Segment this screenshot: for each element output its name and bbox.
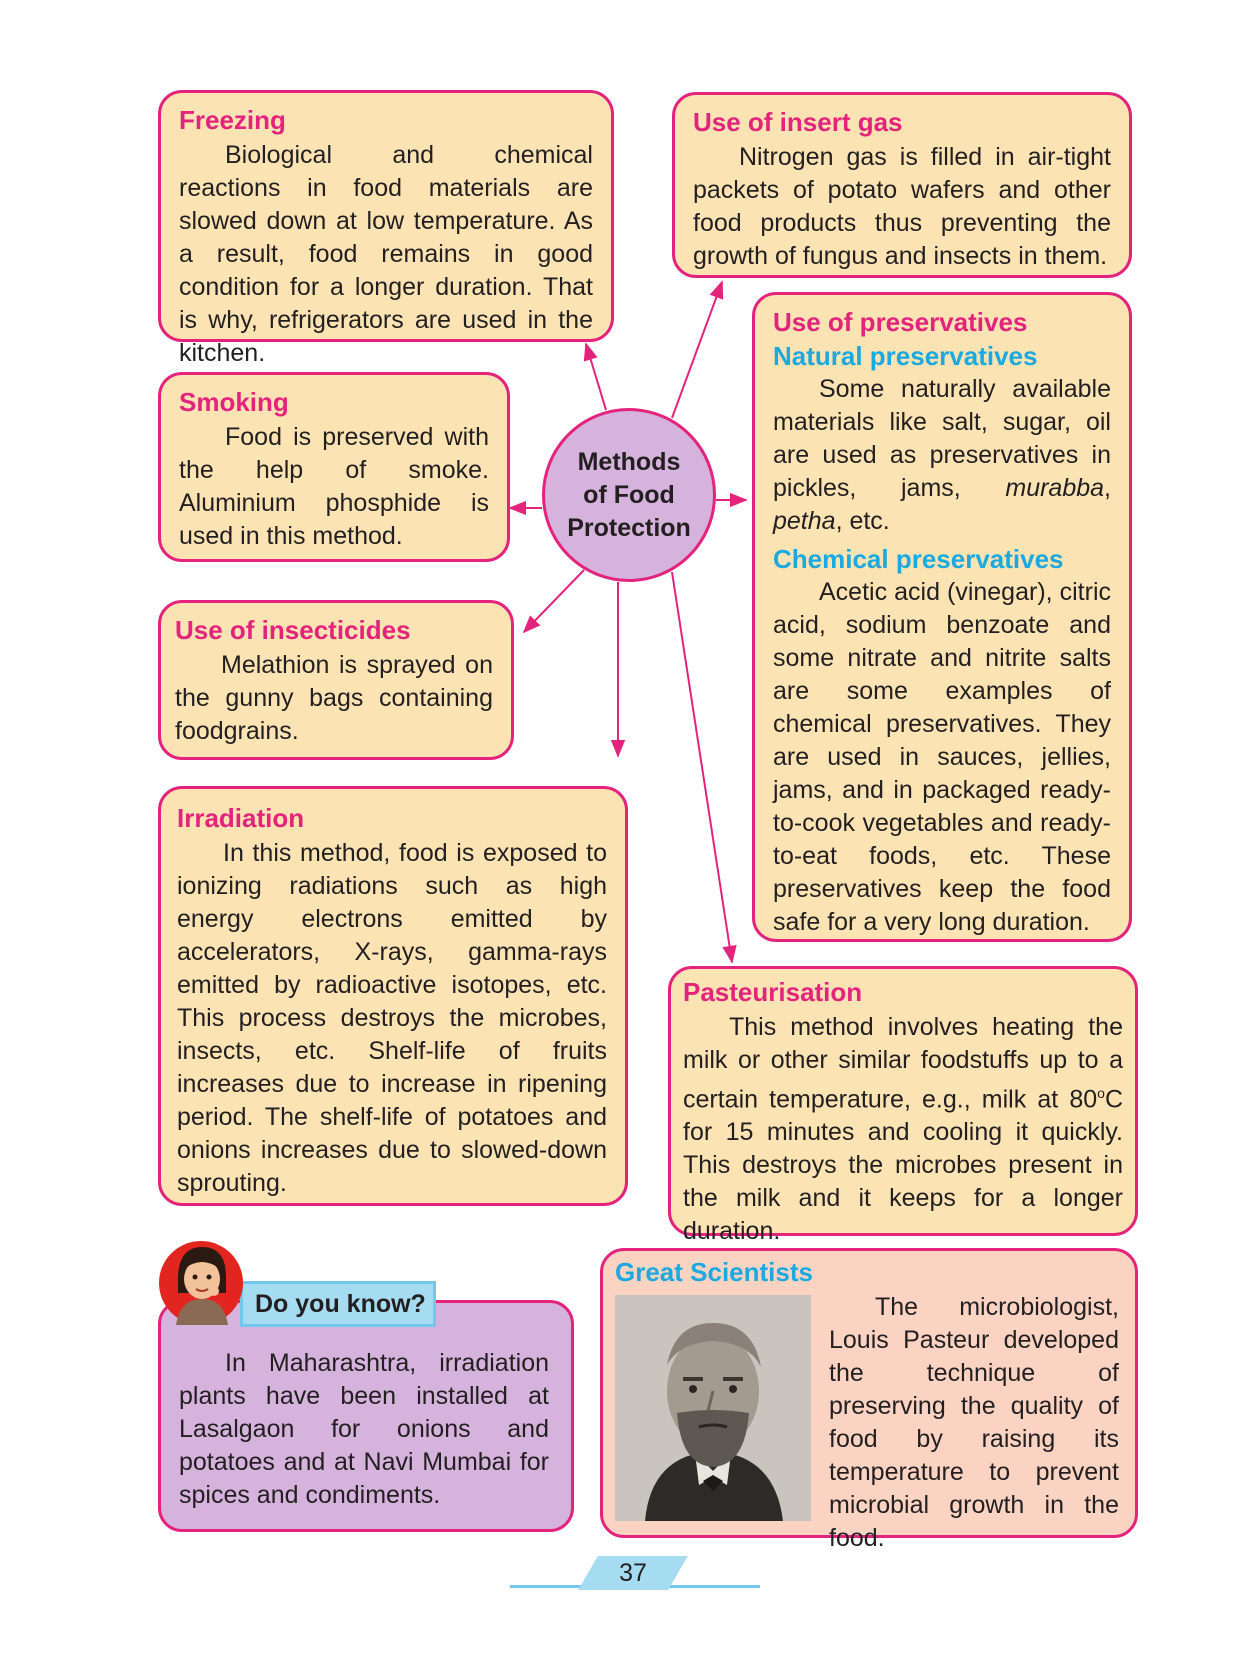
inert-gas-title: Use of insert gas (693, 107, 903, 137)
natural-text-sep: , (1104, 474, 1111, 502)
irradiation-text: In this method, food is exposed to ionizing radiations such as high energy electrons emitted by accelerators, X-rays, gamma-rays emitted by radioactive isotopes, etc. This process destroys the microbes, insects, etc. Shelf-life of fruits increases due to increase in ripening period. The shelf-life of potatoes and onions increases due to slowed-down sprouting. (177, 839, 607, 1197)
freezing-text: Biological and chemical reactions in food materials are slowed down at low temperature. As a result, food remains in good condition for a longer duration. That is why, refrigerators are used in the kitchen. (179, 141, 593, 367)
chemical-preservatives-title: Chemical preservatives (773, 544, 1064, 574)
arrow-to-insecticides (524, 570, 584, 632)
natural-preservatives-title: Natural preservatives (773, 341, 1038, 371)
irradiation-title: Irradiation (177, 803, 305, 833)
natural-italic-petha: petha (773, 507, 836, 535)
pasteurisation-title: Pasteurisation (683, 977, 863, 1007)
natural-text-end: , etc. (835, 507, 890, 535)
insecticides-title: Use of insecticides (175, 615, 411, 645)
natural-italic-murabba: murabba (1005, 474, 1105, 502)
preservatives-box (752, 292, 1132, 942)
insecticides-box (158, 600, 514, 760)
girl-mascot-icon (156, 1235, 246, 1327)
great-scientists-text: The microbiologist, Louis Pasteur developed the technique of preserving the quality of food by raising its temperature to prevent microbial growth in the food. (829, 1293, 1119, 1552)
insecticides-text: Melathion is sprayed on the gunny bags containing foodgrains. (175, 651, 493, 745)
great-scientists-box (600, 1248, 1138, 1552)
freezing-title: Freezing (179, 105, 286, 135)
do-you-know-box (158, 1300, 574, 1532)
do-you-know-text: In Maharashtra, irradiation plants have been installed at Lasalgaon for onions and potatoes and at Navi Mumbai for spices and condiments. (179, 1349, 549, 1509)
louis-pasteur-portrait (615, 1295, 811, 1521)
great-scientists-title: Great Scientists (615, 1257, 813, 1287)
methods-hub (542, 408, 716, 582)
smoking-text: Food is preserved with the help of smoke. Aluminium phosphide is used in this method. (179, 423, 489, 550)
inert-gas-text: Nitrogen gas is filled in air-tight packets of potato wafers and other food products thus preventing the growth of fungus and insects in them. (693, 143, 1111, 270)
irradiation-box (158, 786, 628, 1206)
inert-gas-box (672, 92, 1132, 278)
do-you-know-label: Do you know? (240, 1281, 436, 1327)
hub-line-1: Methods (577, 447, 681, 476)
hub-line-2: of Food (583, 480, 675, 509)
arrow-to-pasteurisation (672, 572, 732, 962)
preservatives-title: Use of preservatives (773, 307, 1028, 337)
pasteurisation-text-part-a: This method involves heating the milk or other similar foodstuffs up to a certain temperature, e.g., milk at 80 (683, 1013, 1123, 1114)
natural-text-part: Some naturally available materials like salt, sugar, oil are used as preservatives in pickles, jams, (773, 375, 1111, 502)
degree-symbol: o (1097, 1085, 1105, 1101)
natural-preservatives-text (773, 373, 1111, 538)
smoking-box (158, 372, 510, 562)
arrow-to-inert-gas (672, 282, 722, 418)
pasteurisation-box (668, 966, 1138, 1246)
pasteurisation-text-part-b: C for 15 minutes and cooling it quickly. This destroys the microbes present in the milk and it keeps for a longer duration. (683, 1085, 1123, 1246)
pasteurisation-text (683, 1011, 1123, 1248)
page-number: 37 (619, 1559, 647, 1587)
smoking-title: Smoking (179, 387, 289, 417)
freezing-box (158, 90, 614, 367)
hub-line-3: Protection (567, 513, 691, 542)
chemical-preservatives-text: Acetic acid (vinegar), citric acid, sodium benzoate and some nitrate and nitrite salts are some examples of chemical preservatives. They are used in sauces, jellies, jams, and in packaged ready-to-cook vegetables and ready-to-eat foods, etc. These preservatives keep the food safe for a very long duration. (773, 578, 1111, 936)
